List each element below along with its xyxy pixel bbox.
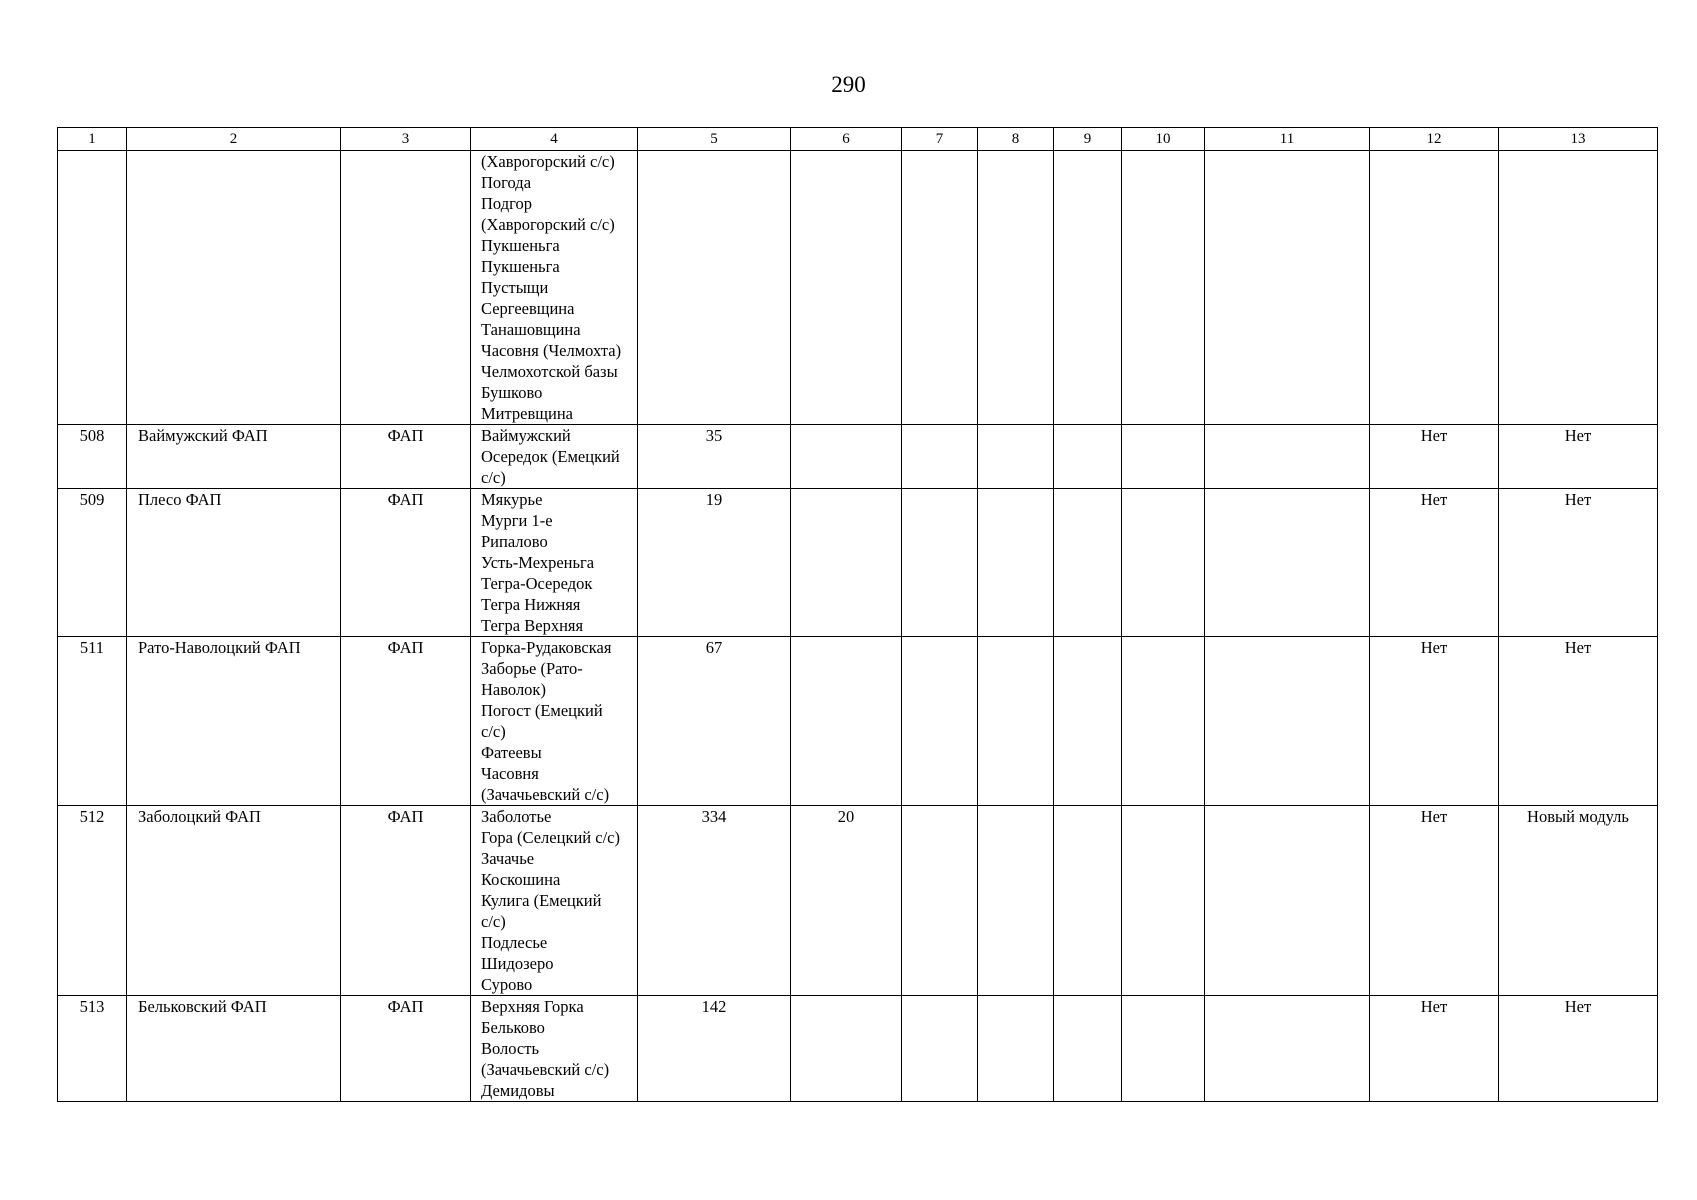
settlement-name: (Зачачьевский с/с) <box>481 1060 610 1079</box>
cell-col-6: 20 <box>791 806 902 996</box>
settlement-name: Волость <box>481 1039 539 1058</box>
cell-col-10 <box>1122 637 1205 806</box>
cell-settlements <box>471 151 638 425</box>
cell-facility-name: Заболоцкий ФАП <box>127 806 341 996</box>
table-row <box>58 996 1658 1102</box>
col-header-3: 3 <box>341 128 471 151</box>
cell-col-13 <box>1499 151 1658 425</box>
cell-col-8 <box>978 151 1054 425</box>
cell-col-10 <box>1122 151 1205 425</box>
settlement-name: Шидозеро <box>481 954 554 973</box>
settlement-name: Наволок) <box>481 680 546 699</box>
cell-col-13: Нет <box>1499 637 1658 806</box>
cell-col-10 <box>1122 489 1205 637</box>
cell-settlements <box>471 996 638 1102</box>
settlement-name: Коскошина <box>481 870 561 889</box>
settlement-name: Погост (Емецкий <box>481 701 603 720</box>
cell-facility-type: ФАП <box>341 996 471 1102</box>
settlement-name: Бушково <box>481 383 543 402</box>
cell-facility-name: Бельковский ФАП <box>127 996 341 1102</box>
cell-col-11 <box>1205 425 1370 489</box>
table-row <box>58 637 1658 806</box>
settlement-name: Мякурье <box>481 490 543 509</box>
settlement-name: Кулига (Емецкий <box>481 891 602 910</box>
settlement-name: Подлесье <box>481 933 548 952</box>
cell-col-8 <box>978 637 1054 806</box>
cell-col-12: Нет <box>1370 637 1499 806</box>
settlement-name: Сергеевщина <box>481 299 575 318</box>
settlement-name: Пукшеньга <box>481 257 560 276</box>
settlement-name: (Хаврогорский с/с) <box>481 152 615 171</box>
cell-col-11 <box>1205 151 1370 425</box>
cell-col-6 <box>791 637 902 806</box>
cell-facility-name <box>127 151 341 425</box>
cell-col-5: 19 <box>638 489 791 637</box>
cell-col-7 <box>902 806 978 996</box>
settlement-name: Сурово <box>481 975 533 994</box>
cell-col-11 <box>1205 637 1370 806</box>
cell-col-9 <box>1054 425 1122 489</box>
settlement-name: Бельково <box>481 1018 545 1037</box>
cell-col-9 <box>1054 489 1122 637</box>
settlement-name: Часовня (Челмохта) <box>481 341 622 360</box>
settlement-name: Ваймужский <box>481 426 571 445</box>
cell-col-12: Нет <box>1370 996 1499 1102</box>
cell-col-8 <box>978 806 1054 996</box>
settlement-name: (Зачачьевский с/с) <box>481 785 610 804</box>
settlement-name: Зачачье <box>481 849 535 868</box>
cell-facility-name: Ваймужский ФАП <box>127 425 341 489</box>
settlement-name: Усть-Мехреньга <box>481 553 595 572</box>
cell-col-5 <box>638 151 791 425</box>
cell-col-9 <box>1054 996 1122 1102</box>
cell-col-11 <box>1205 489 1370 637</box>
settlement-name: Горка-Рудаковская <box>481 638 612 657</box>
cell-col-5: 67 <box>638 637 791 806</box>
cell-col-7 <box>902 996 978 1102</box>
settlement-name: Челмохотской базы <box>481 362 618 381</box>
settlement-name: Рипалово <box>481 532 548 551</box>
settlement-name: Заболотье <box>481 807 552 826</box>
settlement-name: Заборье (Рато- <box>481 659 583 678</box>
cell-col-9 <box>1054 806 1122 996</box>
cell-col-11 <box>1205 996 1370 1102</box>
cell-settlements <box>471 637 638 806</box>
settlement-name: Демидовы <box>481 1081 555 1100</box>
col-header-10: 10 <box>1122 128 1205 151</box>
cell-facility-type: ФАП <box>341 806 471 996</box>
cell-number <box>58 151 127 425</box>
col-header-13: 13 <box>1499 128 1658 151</box>
settlement-name: Верхняя Горка <box>481 997 584 1016</box>
cell-col-13: Новый модуль <box>1499 806 1658 996</box>
settlement-name: с/с) <box>481 722 506 741</box>
table-header <box>58 128 1658 151</box>
col-header-12: 12 <box>1370 128 1499 151</box>
cell-col-5: 142 <box>638 996 791 1102</box>
table-row <box>58 151 1658 425</box>
cell-col-7 <box>902 425 978 489</box>
col-header-4: 4 <box>471 128 638 151</box>
cell-col-7 <box>902 637 978 806</box>
cell-col-6 <box>791 996 902 1102</box>
cell-col-6 <box>791 151 902 425</box>
cell-col-12 <box>1370 151 1499 425</box>
cell-col-13: Нет <box>1499 996 1658 1102</box>
cell-col-8 <box>978 425 1054 489</box>
cell-facility-type: ФАП <box>341 425 471 489</box>
col-header-9: 9 <box>1054 128 1122 151</box>
col-header-7: 7 <box>902 128 978 151</box>
cell-col-10 <box>1122 996 1205 1102</box>
cell-col-5: 35 <box>638 425 791 489</box>
settlement-name: Подгор <box>481 194 532 213</box>
settlement-name: Митревщина <box>481 404 573 423</box>
col-header-6: 6 <box>791 128 902 151</box>
cell-col-10 <box>1122 806 1205 996</box>
cell-settlements <box>471 806 638 996</box>
settlement-name: с/с) <box>481 912 506 931</box>
cell-facility-type <box>341 151 471 425</box>
settlement-name: Осередок (Емецкий <box>481 447 620 466</box>
cell-facility-name: Плесо ФАП <box>127 489 341 637</box>
settlement-name: Тегра Верхняя <box>481 616 584 635</box>
settlement-name: Мурги 1-е <box>481 511 553 530</box>
col-header-8: 8 <box>978 128 1054 151</box>
header-row <box>58 128 1658 151</box>
cell-col-10 <box>1122 425 1205 489</box>
cell-col-12: Нет <box>1370 425 1499 489</box>
cell-col-12: Нет <box>1370 489 1499 637</box>
cell-col-13: Нет <box>1499 425 1658 489</box>
settlement-name: (Хаврогорский с/с) <box>481 215 615 234</box>
table-body <box>58 151 1658 1102</box>
cell-col-7 <box>902 151 978 425</box>
cell-col-7 <box>902 489 978 637</box>
cell-facility-type: ФАП <box>341 489 471 637</box>
cell-number: 513 <box>58 996 127 1102</box>
settlement-name: Тегра-Осередок <box>481 574 593 593</box>
cell-number: 512 <box>58 806 127 996</box>
settlement-name: Тегра Нижняя <box>481 595 581 614</box>
settlement-name: Пустыщи <box>481 278 549 297</box>
table-row <box>58 806 1658 996</box>
cell-facility-type: ФАП <box>341 637 471 806</box>
cell-number: 509 <box>58 489 127 637</box>
col-header-1: 1 <box>58 128 127 151</box>
cell-col-5: 334 <box>638 806 791 996</box>
cell-settlements <box>471 425 638 489</box>
settlement-name: Фатеевы <box>481 743 542 762</box>
cell-col-9 <box>1054 151 1122 425</box>
col-header-5: 5 <box>638 128 791 151</box>
page-number: 290 <box>831 72 866 97</box>
cell-col-6 <box>791 425 902 489</box>
settlement-name: Часовня <box>481 764 539 783</box>
table-row <box>58 425 1658 489</box>
cell-number: 508 <box>58 425 127 489</box>
facility-table <box>57 127 1658 1102</box>
cell-col-11 <box>1205 806 1370 996</box>
cell-settlements <box>471 489 638 637</box>
cell-col-9 <box>1054 637 1122 806</box>
settlement-name: Пукшеньга <box>481 236 560 255</box>
cell-col-6 <box>791 489 902 637</box>
cell-col-12: Нет <box>1370 806 1499 996</box>
settlement-name: с/с) <box>481 468 506 487</box>
cell-number: 511 <box>58 637 127 806</box>
settlement-name: Погода <box>481 173 532 192</box>
settlement-name: Гора (Селецкий с/с) <box>481 828 620 847</box>
cell-facility-name: Рато-Наволоцкий ФАП <box>127 637 341 806</box>
cell-col-13: Нет <box>1499 489 1658 637</box>
table-row <box>58 489 1658 637</box>
settlement-name: Танашовщина <box>481 320 581 339</box>
cell-col-8 <box>978 996 1054 1102</box>
col-header-11: 11 <box>1205 128 1370 151</box>
col-header-2: 2 <box>127 128 341 151</box>
cell-col-8 <box>978 489 1054 637</box>
